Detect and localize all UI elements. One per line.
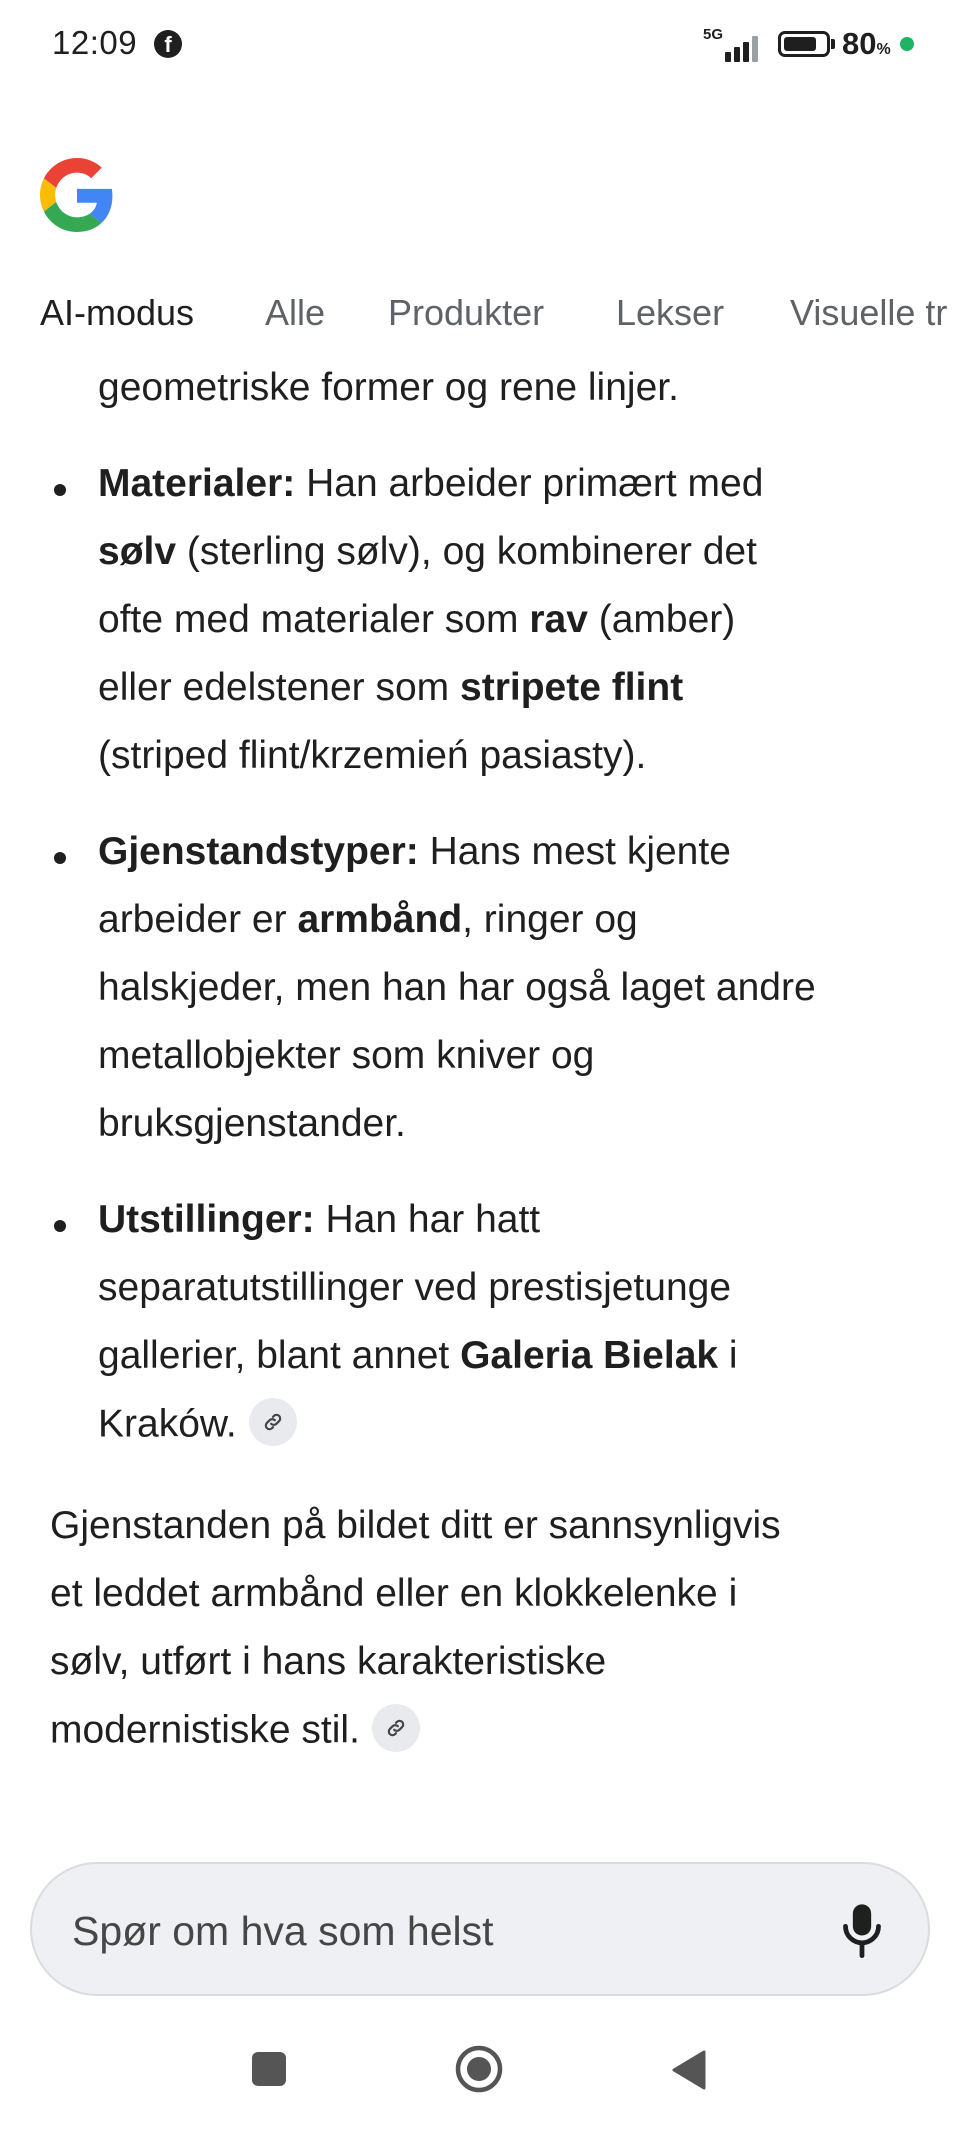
bullet-dot [54,484,66,496]
source-link-icon[interactable] [372,1704,420,1752]
microphone-icon[interactable] [840,1900,884,1960]
materials-line-4: eller edelstener som stripete flint [98,666,684,709]
home-icon[interactable] [454,2044,504,2094]
cellular-signal-icon [703,26,763,62]
back-icon[interactable] [668,2048,708,2092]
search-tabs [0,282,960,342]
battery-percent: 80% [842,26,891,61]
object-types-line-4: metallobjekter som kniver og [98,1034,595,1077]
status-time: 12:09 [52,24,138,61]
battery-tip [831,39,835,49]
summary-line-2: et leddet armbånd eller en klokkelenke i [50,1572,738,1615]
facebook-notification-icon: f [154,30,182,58]
object-types-line-1: Gjenstandstyper: Hans mest kjente [98,830,731,873]
system-navigation-bar [0,2030,960,2110]
intro-fragment: geometriske former og rene linjer. [98,366,679,409]
search-input[interactable] [70,1902,774,1960]
summary-line-1: Gjenstanden på bildet ditt er sannsynligvis [50,1504,781,1547]
tab-products[interactable]: Produkter [388,292,545,333]
object-types-line-2: arbeider er armbånd, ringer og [98,898,638,941]
exhibitions-line-4: Kraków. [98,1402,297,1450]
bullet-dot [54,1220,66,1232]
network-type: 5G [703,26,724,43]
object-types-line-3: halskjeder, men han har også laget andre [98,966,816,1009]
materials-line-2: sølv (sterling sølv), og kombinerer det [98,530,757,573]
status-bar [0,0,960,90]
materials-line-5: (striped flint/krzemień pasiasty). [98,734,647,777]
exhibitions-line-1: Utstillinger: Han har hatt [98,1198,541,1241]
recent-apps-icon[interactable] [252,2052,286,2086]
source-link-icon[interactable] [249,1398,297,1446]
tab-homework[interactable]: Lekser [616,292,725,333]
summary-line-3: sølv, utført i hans karakteristiske [50,1640,607,1683]
tab-ai-mode[interactable]: AI-modus [40,292,195,333]
summary-line-4: modernistiske stil. [50,1708,420,1756]
battery-fill [784,37,816,51]
ask-anything-bar[interactable] [30,1862,930,1996]
bullet-dot [54,852,66,864]
exhibitions-line-3: gallerier, blant annet Galeria Bielak i [98,1334,738,1377]
tab-all[interactable]: Alle [265,292,326,333]
object-types-line-5: bruksgjenstander. [98,1102,406,1145]
privacy-indicator-dot [900,37,914,51]
tab-visual[interactable]: Visuelle tr [790,292,948,333]
materials-line-1: Materialer: Han arbeider primært med [98,462,764,505]
battery-icon [778,31,830,57]
ai-answer-content [0,350,960,1830]
materials-line-3: ofte med materialer som rav (amber) [98,598,736,641]
exhibitions-line-2: separatutstillinger ved prestisjetunge [98,1266,732,1309]
google-logo[interactable] [40,158,114,232]
